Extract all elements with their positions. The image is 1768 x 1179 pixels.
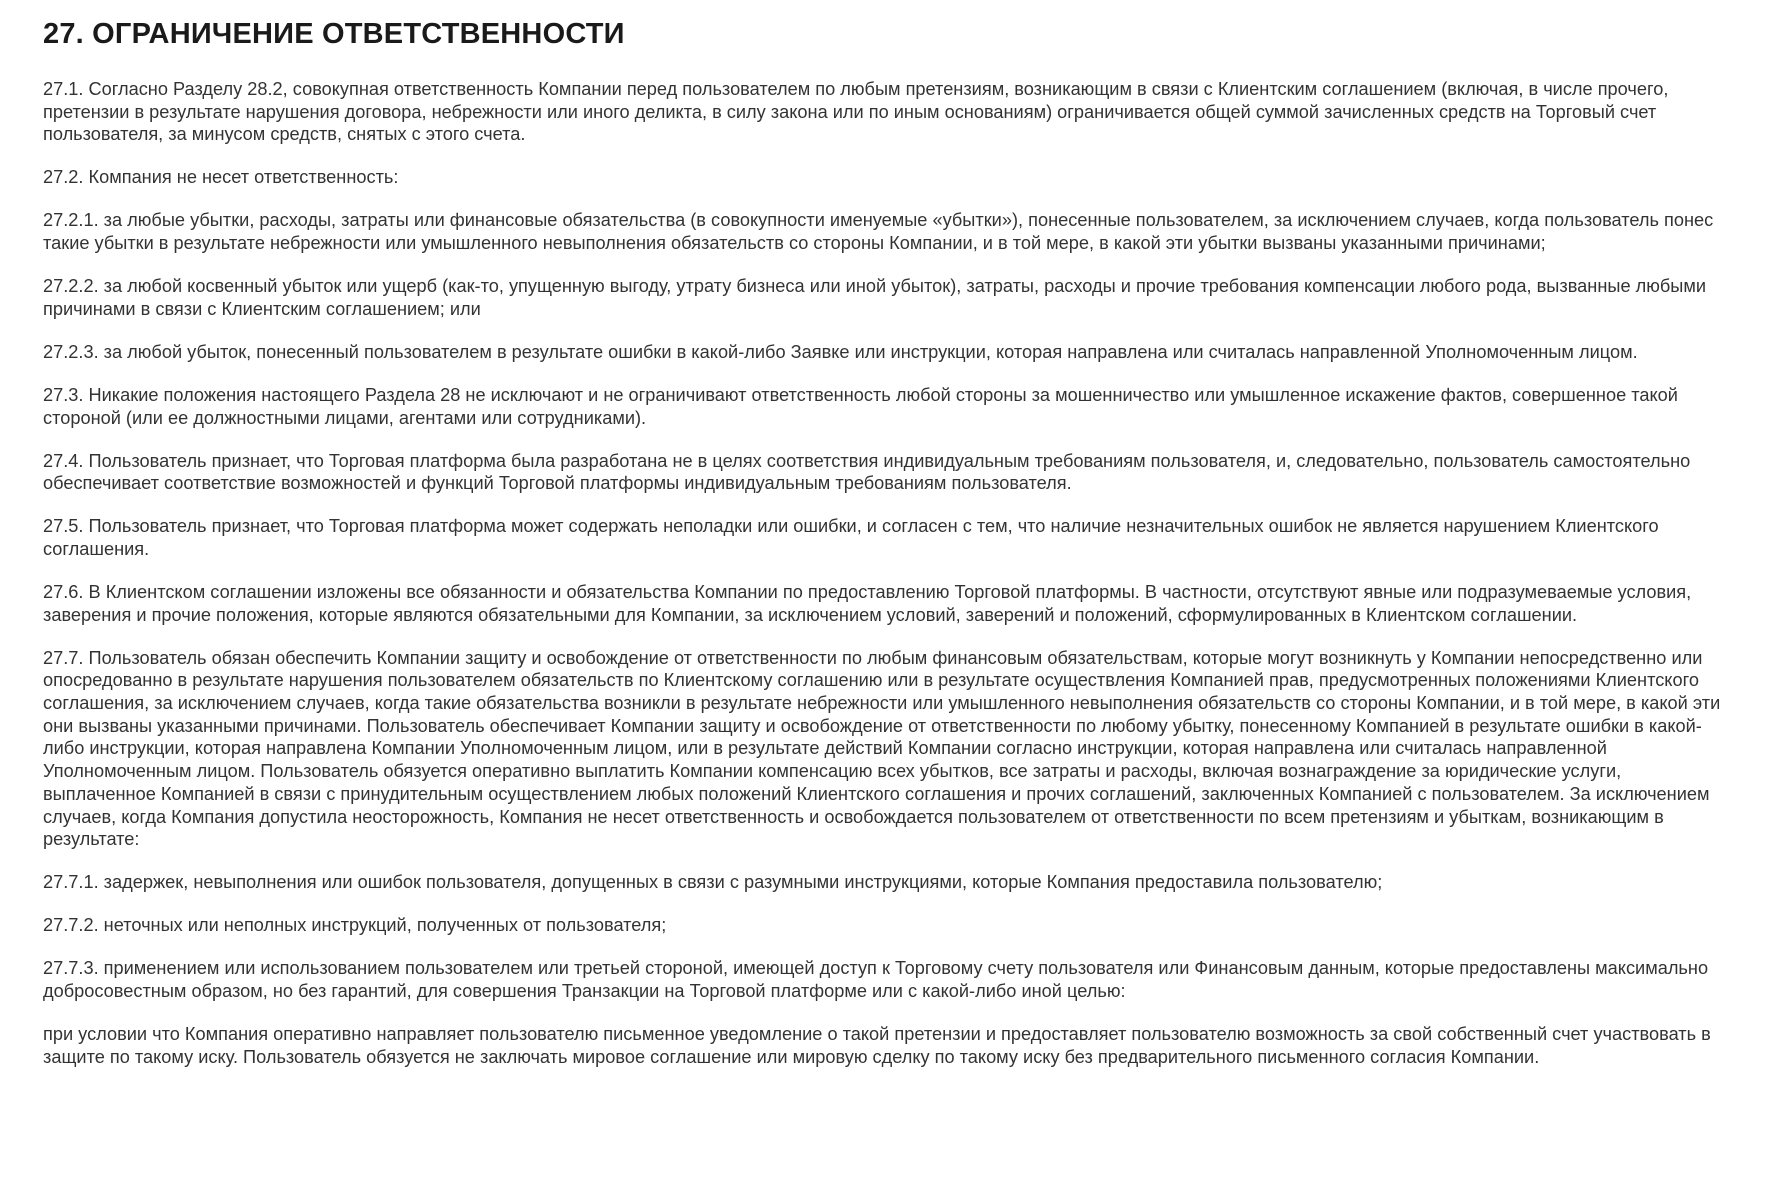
clause-27-1: 27.1. Согласно Разделу 28.2, совокупная ответственность Компании перед пользователем по любым претензиям, возникающим в связи с Клиентским соглашением (включая, в числе прочего, претензии в результате нарушения договора, небрежности или иного деликта, в силу закона или по иным основаниям) ограничивается общей суммой зачисленных средств на Торговый счет пользователя, за минусом средств, снятых с этого счета.	[43, 79, 1669, 145]
clause-27-7-1: 27.7.1. задержек, невыполнения или ошибок пользователя, допущенных в связи с разумными инструкциями, которые Компания предоставила пользователю;	[43, 872, 1383, 893]
clause-27-3: 27.3. Никакие положения настоящего Раздела 28 не исключают и не ограничивают ответственность любой стороны за мошенничество или умышленное искажение фактов, совершенное такой стороной (или ее должностными лицами, агентами или сотрудниками).	[43, 384, 1678, 428]
clause-27-7: 27.7. Пользователь обязан обеспечить Компании защиту и освобождение от ответственности по любым финансовым обязательствам, которые могут возникнуть у Компании непосредственно или опосредованно в результате нарушения пользователем обязательств по Клиентскому соглашению или в результате осуществления Компанией прав, предусмотренных положениями Клиентского соглашения, за исключением случаев, когда такие обязательства возникли в результате небрежности или умышленного невыполнения обязательств со стороны Компании, и в той мере, в какой эти они вызваны указанными причинами. Пользователь обеспечивает Компании защиту и освобождение от ответственности по любому убытку, понесенному Компанией в результате ошибки в какой-либо инструкции, которая направлена Компании Уполномоченным лицом, или в результате действий Компании согласно инструкции, которая направлена или считалась направленной Уполномоченным лицом. Пользователь обязуется оперативно выплатить Компании компенсацию всех убытков, все затраты и расходы, включая вознаграждение за юридические услуги, выплаченное Компанией в связи с принудительным осуществлением любых положений Клиентского соглашения и прочих соглашений, заключенных Компанией с пользователем. За исключением случаев, когда Компания допустила неосторожность, Компания не несет ответственность и освобождается пользователем от ответственности по всем претензиям и убыткам, возникающим в результате:	[43, 647, 1721, 850]
clause-27-6: 27.6. В Клиентском соглашении изложены все обязанности и обязательства Компании по предоставлению Торговой платформы. В частности, отсутствуют явные или подразумеваемые условия, заверения и прочие положения, которые являются обязательными для Компании, за исключением условий, заверений и положений, сформулированных в Клиентском соглашении.	[43, 581, 1692, 625]
clause-27-5: 27.5. Пользователь признает, что Торговая платформа может содержать неполадки или ошибки, и согласен с тем, что наличие незначительных ошибок не является нарушением Клиентского соглашения.	[43, 516, 1659, 559]
clause-27-4: 27.4. Пользователь признает, что Торговая платформа была разработана не в целях соответствия индивидуальным требованиям пользователя, и, следовательно, пользователь самостоятельно обеспечивает соответствие возможностей и функций Торговой платформы индивидуальным требованиям пользователя.	[43, 450, 1691, 494]
clause-27-7-3: 27.7.3. применением или использованием пользователем или третьей стороной, имеющей доступ к Торговому счету пользователя или Финансовым данным, которые предоставлены максимально добросовестным образом, но без гарантий, для совершения Транзакции на Торговой платформе или с какой-либо иной целью:	[43, 958, 1709, 1001]
clause-27-2-2: 27.2.2. за любой косвенный убыток или ущерб (как-то, упущенную выгоду, утрату бизнеса или иной убыток), затраты, расходы и прочие требования компенсации любого рода, вызванные любыми причинами в связи с Клиентским соглашением; или	[43, 276, 1707, 319]
clause-27-2-1: 27.2.1. за любые убытки, расходы, затраты или финансовые обязательства (в совокупности именуемые «убытки»), понесенные пользователем, за исключением случаев, когда пользователь понес такие убытки в результате небрежности или умышленного невыполнения обязательств со стороны Компании, и в той мере, в какой эти убытки вызваны указанными причинами;	[43, 210, 1714, 254]
section-title: 27. ОГРАНИЧЕНИЕ ОТВЕТСТВЕННОСТИ	[43, 18, 625, 50]
proviso-paragraph: при условии что Компания оперативно направляет пользователю письменное уведомление о такой претензии и предоставляет пользователю возможность за свой собственный счет участвовать в защите по такому иску. Пользователь обязуется не заключать мировое соглашение или мировую сделку по такому иску без предварительного письменного согласия Компании.	[43, 1023, 1711, 1067]
clause-27-7-2: 27.7.2. неточных или неполных инструкций, полученных от пользователя;	[43, 915, 667, 936]
clause-27-2: 27.2. Компания не несет ответственность:	[43, 167, 399, 188]
clause-27-2-3: 27.2.3. за любой убыток, понесенный пользователем в результате ошибки в какой-либо Заявке или инструкции, которая направлена или считалась направленной Уполномоченным лицом.	[43, 341, 1638, 362]
